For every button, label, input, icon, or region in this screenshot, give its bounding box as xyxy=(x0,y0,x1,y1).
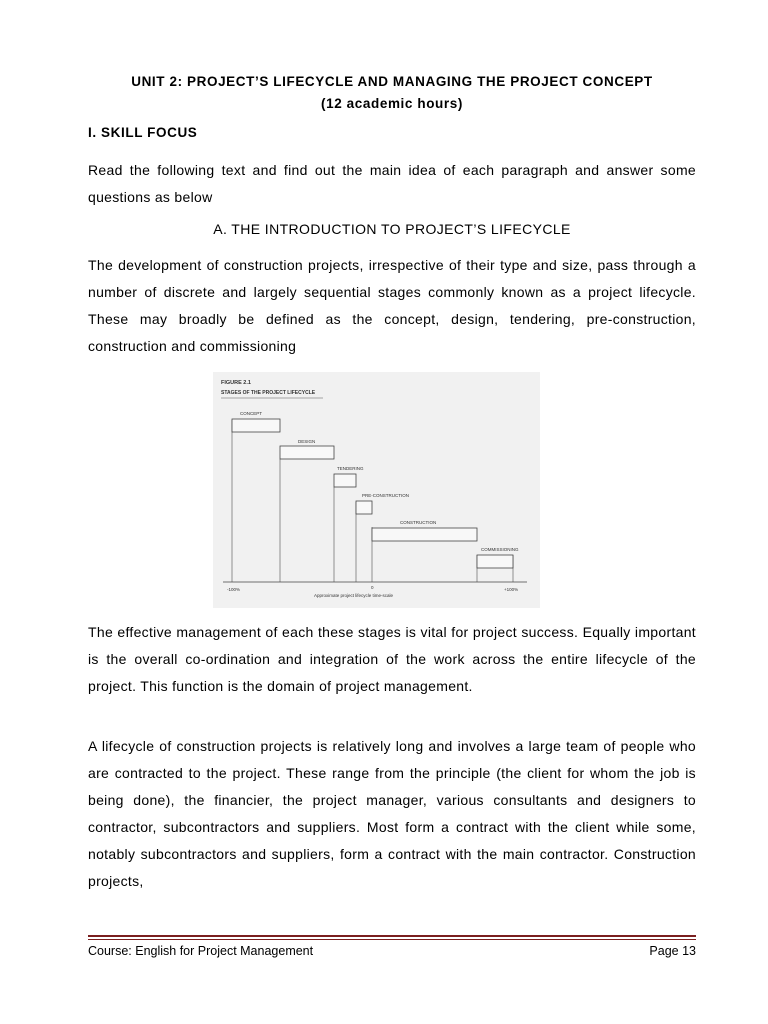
stage-bar-design xyxy=(280,446,334,459)
section-heading: I. SKILL FOCUS xyxy=(88,125,198,140)
subheading: A. THE INTRODUCTION TO PROJECT’S LIFECYCLE xyxy=(213,221,571,237)
footer-rule xyxy=(88,935,696,937)
stage-bar-tendering xyxy=(334,474,356,487)
lifecycle-figure xyxy=(213,372,540,608)
stage-label: PRE-CONSTRUCTION xyxy=(362,493,409,498)
intro-paragraph: Read the following text and find out the main idea of each paragraph and answer some questions as below xyxy=(88,162,696,205)
paragraph-2: The effective management of each these stages is vital for project success. Equally important is the overall co-ordination and integration of the work across the entire lifecycle of the project. This function is the domain of project management. xyxy=(88,624,696,694)
paragraph-3: A lifecycle of construction projects is relatively long and involves a large team of people who are contracted to the project. These range from the principle (the client for whom the job is being done), the financier, the project manager, various consultants and designers to contractor, subcontractors and suppliers. Most form a contract with the client while some, notably subcontractors and suppliers, form a contract with the main contractor. Construction projects, xyxy=(88,738,696,889)
unit-title-line2: (12 academic hours) xyxy=(321,96,463,111)
stage-label: DESIGN xyxy=(298,439,316,444)
axis-zero-label: 0 xyxy=(371,585,374,590)
unit-title xyxy=(88,71,696,115)
figure-number: FIGURE 2.1 xyxy=(221,380,251,386)
footer-rule xyxy=(88,939,696,940)
stage-bar-commissioning xyxy=(477,555,513,568)
footer-page-number: Page 13 xyxy=(649,944,696,958)
footer-course: Course: English for Project Management xyxy=(88,944,314,958)
axis-left-label: -100% xyxy=(227,587,241,592)
stage-label: CONSTRUCTION xyxy=(400,520,437,525)
stage-label: TENDERING xyxy=(337,466,364,471)
stage-bar-construction xyxy=(372,528,477,541)
stage-bar-pre-construction xyxy=(356,501,372,514)
figure-title: STAGES OF THE PROJECT LIFECYCLE xyxy=(221,390,316,396)
stage-label: CONCEPT xyxy=(240,411,263,416)
paragraph-1: The development of construction projects, irrespective of their type and size, pass through a number of discrete and largely sequential stages commonly known as a project lifecycle. These may broadly be defined as the concept, design, tendering, pre-construction, construction and commissioning xyxy=(88,257,696,354)
axis-caption: Approximate project lifecycle time-scale xyxy=(314,593,394,598)
axis-right-label: +100% xyxy=(504,587,519,592)
lifecycle-diagram xyxy=(213,372,540,608)
stage-label: COMMISSIONING xyxy=(481,547,519,552)
stage-bar-concept xyxy=(232,419,280,432)
unit-title-line1: UNIT 2: PROJECT’S LIFECYCLE AND MANAGING THE PROJECT CONCEPT xyxy=(131,74,653,89)
